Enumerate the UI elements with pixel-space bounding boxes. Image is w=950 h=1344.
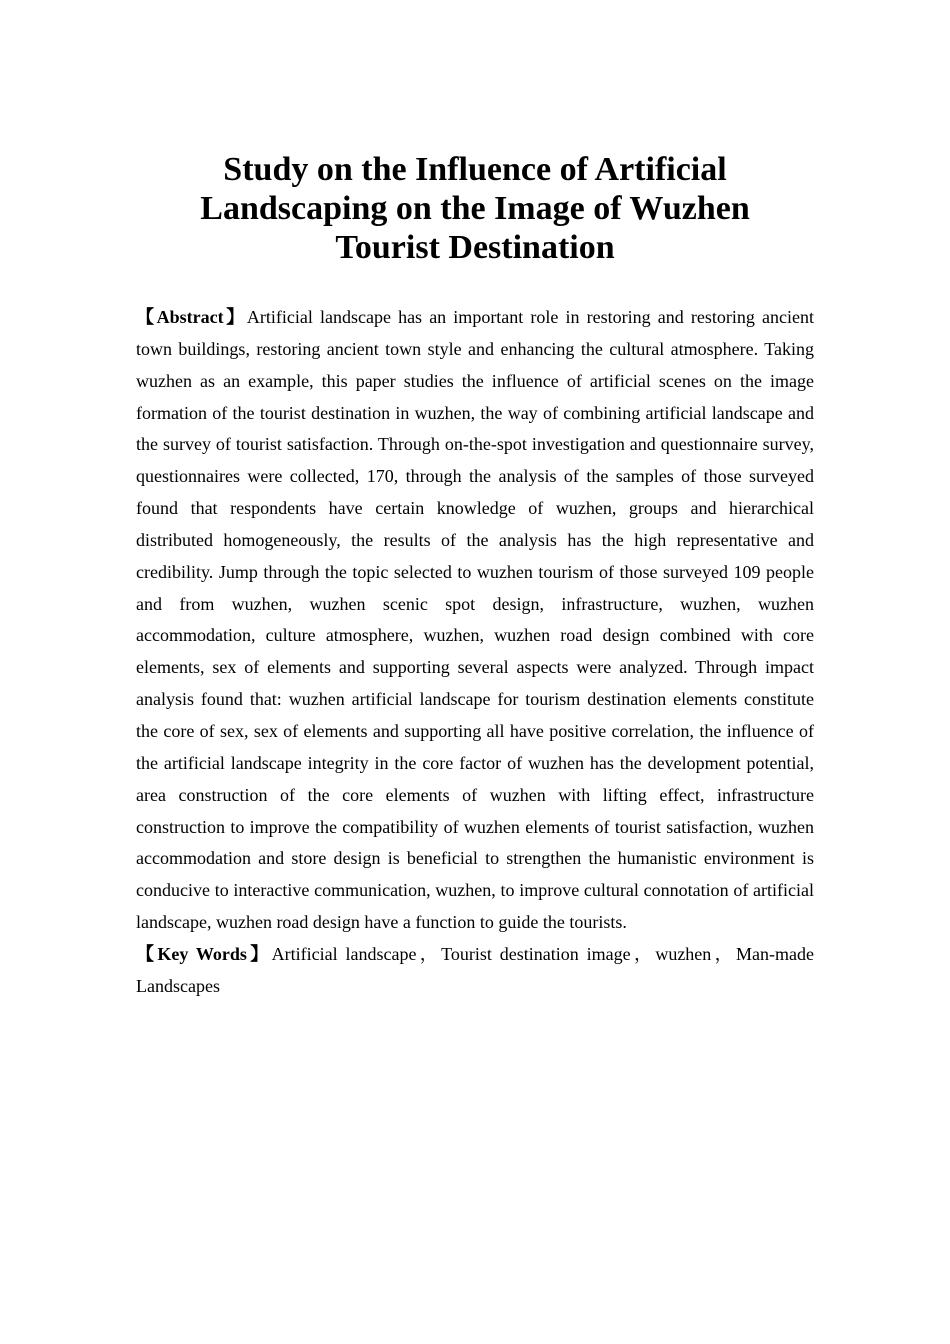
paper-title: Study on the Influence of Artificial Landscaping on the Image of Wuzhen Tourist Destination [200, 151, 750, 266]
abstract-section [136, 302, 814, 1003]
abstract-paragraph [136, 302, 814, 939]
keywords-label: 【Key Words】 [136, 943, 272, 964]
keywords-paragraph [136, 939, 814, 1003]
abstract-text: Artificial landscape has an important role in restoring and restoring ancient town buildings, restoring ancient town style and enhancing the cultural atmosphere. Taking wuzhen as an example, this paper studies the influence of artificial scenes on the image formation of the tourist destination in wuzhen, the way of combining artificial landscape and the survey of tourist satisfaction. Through on-the-spot investigation and questionnaire survey, questionnaires were collected, 170, through the analysis of the samples of those surveyed found that respondents have certain knowledge of wuzhen, groups and hierarchical distributed homogeneously, the results of the analysis has the high representative and credibility. Jump through the topic selected to wuzhen tourism of those surveyed 109 people and from wuzhen, wuzhen scenic spot design, infrastructure, wuzhen, wuzhen accommodation, culture atmosphere, wuzhen, wuzhen road design combined with core elements, sex of elements and supporting several aspects were analyzed. Through impact analysis found that: wuzhen artificial landscape for tourism destination elements constitute the core of sex, sex of elements and supporting all have positive correlation, the influence of the artificial landscape integrity in the core factor of wuzhen has the development potential, area construction of the core elements of wuzhen with lifting effect, infrastructure construction to improve the compatibility of wuzhen elements of tourist satisfaction, wuzhen accommodation and store design is beneficial to strengthen the humanistic environment is conducive to interactive communication, wuzhen, to improve cultural connotation of artificial landscape, wuzhen road design have a function to guide the tourists. [136, 307, 814, 933]
keywords-text: Artificial landscape，Tourist destination image，wuzhen，Man-made Landscapes [136, 943, 814, 996]
abstract-label: 【Abstract】 [136, 307, 247, 327]
